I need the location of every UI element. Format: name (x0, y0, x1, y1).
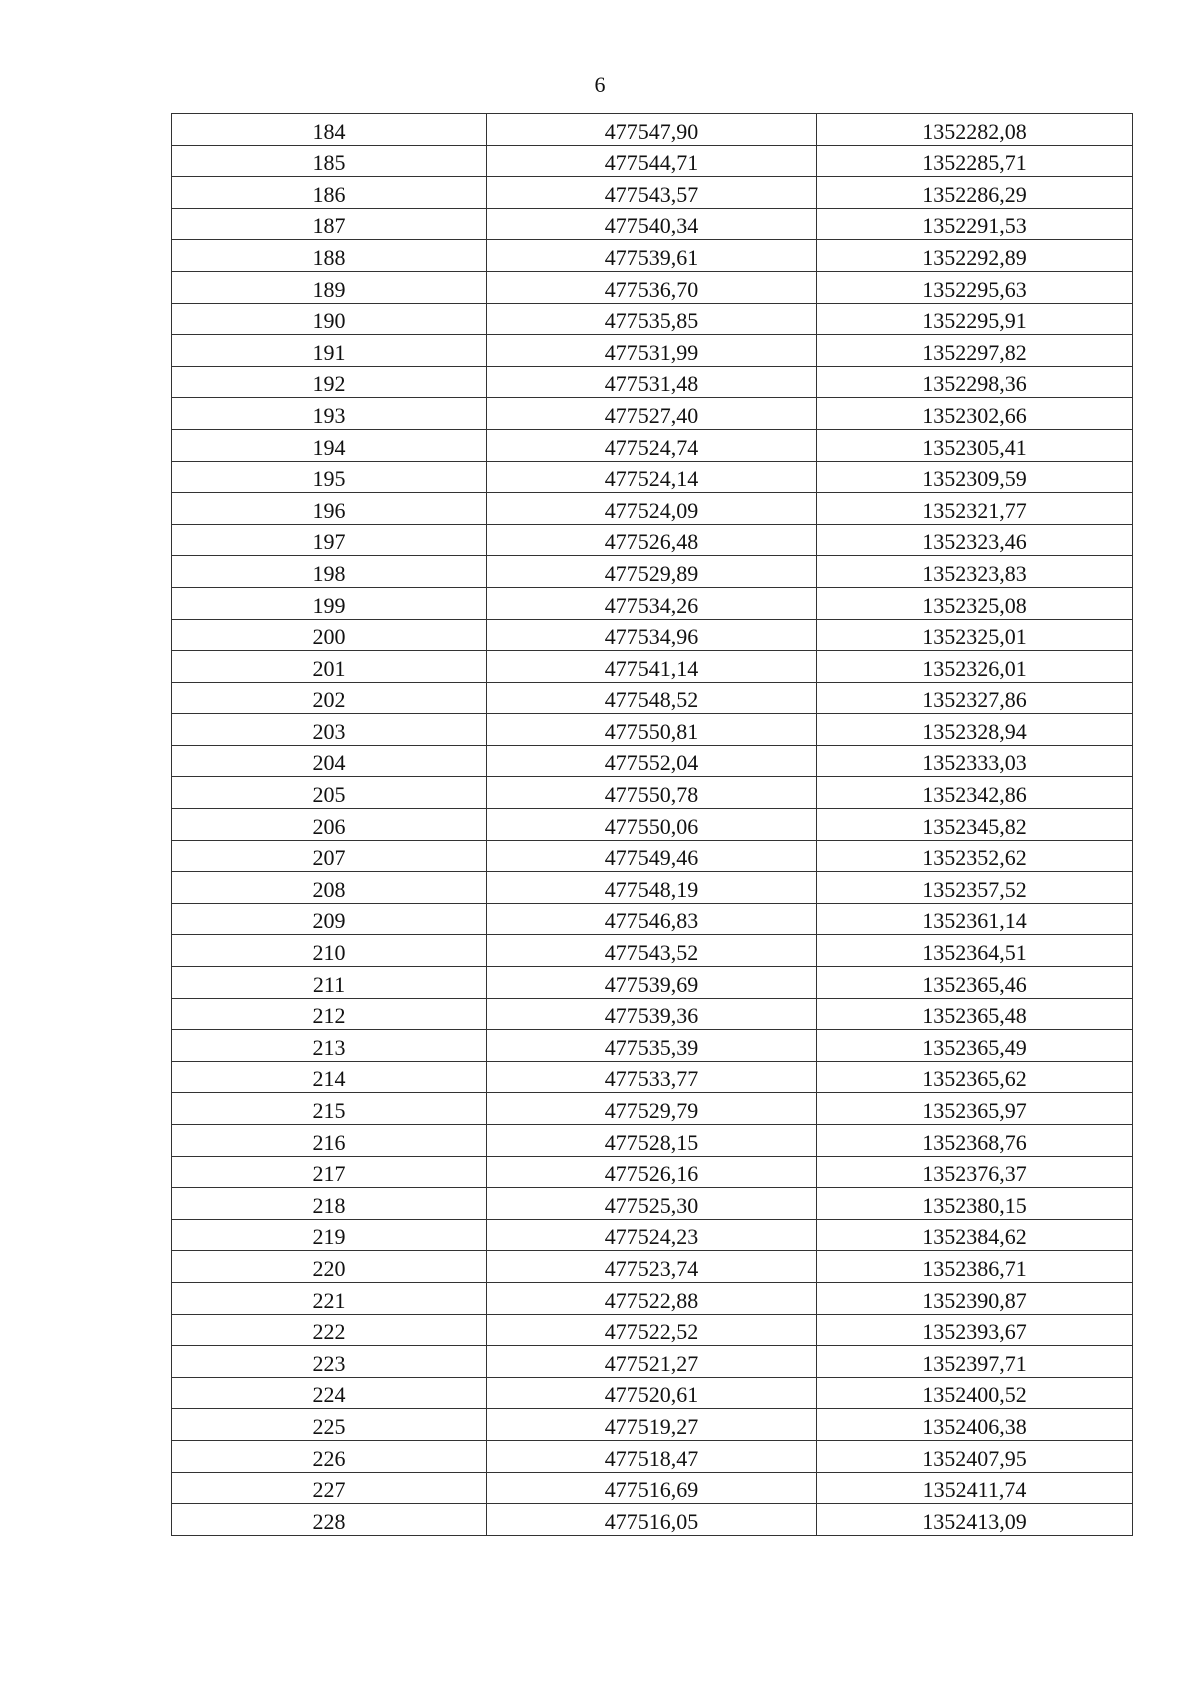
x-coordinate-cell: 477531,48 (487, 366, 817, 398)
y-coordinate-cell: 1352328,94 (817, 714, 1133, 746)
x-coordinate-cell: 477516,05 (487, 1504, 817, 1536)
x-coordinate-cell: 477526,48 (487, 524, 817, 556)
table-row (172, 556, 1133, 588)
x-coordinate-cell: 477516,69 (487, 1472, 817, 1504)
table-row (172, 429, 1133, 461)
x-coordinate-cell: 477535,39 (487, 1030, 817, 1062)
y-coordinate-cell: 1352305,41 (817, 429, 1133, 461)
x-coordinate-cell: 477519,27 (487, 1409, 817, 1441)
x-coordinate-cell: 477549,46 (487, 840, 817, 872)
point-number-cell: 199 (172, 587, 487, 619)
table-row (172, 714, 1133, 746)
table-row (172, 872, 1133, 904)
y-coordinate-cell: 1352365,49 (817, 1030, 1133, 1062)
point-number-cell: 195 (172, 461, 487, 493)
table-row (172, 240, 1133, 272)
table-row (172, 840, 1133, 872)
table-row (172, 777, 1133, 809)
point-number-cell: 190 (172, 303, 487, 335)
y-coordinate-cell: 1352302,66 (817, 398, 1133, 430)
x-coordinate-cell: 477520,61 (487, 1377, 817, 1409)
point-number-cell: 216 (172, 1125, 487, 1157)
point-number-cell: 203 (172, 714, 487, 746)
y-coordinate-cell: 1352411,74 (817, 1472, 1133, 1504)
table-row (172, 524, 1133, 556)
y-coordinate-cell: 1352325,01 (817, 619, 1133, 651)
table-row (172, 587, 1133, 619)
y-coordinate-cell: 1352407,95 (817, 1440, 1133, 1472)
x-coordinate-cell: 477550,78 (487, 777, 817, 809)
y-coordinate-cell: 1352357,52 (817, 872, 1133, 904)
table-row (172, 1314, 1133, 1346)
x-coordinate-cell: 477524,23 (487, 1219, 817, 1251)
x-coordinate-cell: 477518,47 (487, 1440, 817, 1472)
table-row (172, 114, 1133, 146)
x-coordinate-cell: 477543,57 (487, 177, 817, 209)
x-coordinate-cell: 477525,30 (487, 1188, 817, 1220)
point-number-cell: 219 (172, 1219, 487, 1251)
table-row (172, 208, 1133, 240)
x-coordinate-cell: 477548,19 (487, 872, 817, 904)
table-row (172, 1030, 1133, 1062)
table-row (172, 145, 1133, 177)
y-coordinate-cell: 1352384,62 (817, 1219, 1133, 1251)
point-number-cell: 187 (172, 208, 487, 240)
page-number: 6 (594, 72, 606, 97)
x-coordinate-cell: 477541,14 (487, 651, 817, 683)
y-coordinate-cell: 1352323,83 (817, 556, 1133, 588)
x-coordinate-cell: 477548,52 (487, 682, 817, 714)
point-number-cell: 212 (172, 998, 487, 1030)
point-number-cell: 225 (172, 1409, 487, 1441)
x-coordinate-cell: 477522,88 (487, 1282, 817, 1314)
table-row (172, 1156, 1133, 1188)
y-coordinate-cell: 1352325,08 (817, 587, 1133, 619)
point-number-cell: 189 (172, 271, 487, 303)
x-coordinate-cell: 477539,69 (487, 967, 817, 999)
point-number-cell: 198 (172, 556, 487, 588)
point-number-cell: 200 (172, 619, 487, 651)
table-row (172, 1125, 1133, 1157)
point-number-cell: 217 (172, 1156, 487, 1188)
x-coordinate-cell: 477535,85 (487, 303, 817, 335)
y-coordinate-cell: 1352365,97 (817, 1093, 1133, 1125)
coordinates-table-body (172, 114, 1133, 1536)
point-number-cell: 228 (172, 1504, 487, 1536)
y-coordinate-cell: 1352365,62 (817, 1061, 1133, 1093)
point-number-cell: 220 (172, 1251, 487, 1283)
point-number-cell: 221 (172, 1282, 487, 1314)
table-row (172, 651, 1133, 683)
y-coordinate-cell: 1352352,62 (817, 840, 1133, 872)
table-row (172, 998, 1133, 1030)
x-coordinate-cell: 477543,52 (487, 935, 817, 967)
table-row (172, 177, 1133, 209)
table-row (172, 1440, 1133, 1472)
y-coordinate-cell: 1352361,14 (817, 903, 1133, 935)
point-number-cell: 194 (172, 429, 487, 461)
point-number-cell: 184 (172, 114, 487, 146)
point-number-cell: 214 (172, 1061, 487, 1093)
table-row (172, 1472, 1133, 1504)
x-coordinate-cell: 477522,52 (487, 1314, 817, 1346)
point-number-cell: 209 (172, 903, 487, 935)
x-coordinate-cell: 477521,27 (487, 1346, 817, 1378)
table-row (172, 745, 1133, 777)
table-row (172, 461, 1133, 493)
y-coordinate-cell: 1352286,29 (817, 177, 1133, 209)
point-number-cell: 201 (172, 651, 487, 683)
y-coordinate-cell: 1352295,91 (817, 303, 1133, 335)
point-number-cell: 185 (172, 145, 487, 177)
table-row (172, 1409, 1133, 1441)
x-coordinate-cell: 477534,96 (487, 619, 817, 651)
y-coordinate-cell: 1352292,89 (817, 240, 1133, 272)
x-coordinate-cell: 477529,79 (487, 1093, 817, 1125)
x-coordinate-cell: 477524,74 (487, 429, 817, 461)
y-coordinate-cell: 1352321,77 (817, 493, 1133, 525)
x-coordinate-cell: 477536,70 (487, 271, 817, 303)
y-coordinate-cell: 1352397,71 (817, 1346, 1133, 1378)
point-number-cell: 213 (172, 1030, 487, 1062)
table-row (172, 1251, 1133, 1283)
y-coordinate-cell: 1352364,51 (817, 935, 1133, 967)
table-row (172, 1093, 1133, 1125)
table-row (172, 303, 1133, 335)
point-number-cell: 205 (172, 777, 487, 809)
y-coordinate-cell: 1352368,76 (817, 1125, 1133, 1157)
y-coordinate-cell: 1352365,46 (817, 967, 1133, 999)
point-number-cell: 218 (172, 1188, 487, 1220)
y-coordinate-cell: 1352309,59 (817, 461, 1133, 493)
y-coordinate-cell: 1352376,37 (817, 1156, 1133, 1188)
table-row (172, 398, 1133, 430)
x-coordinate-cell: 477550,81 (487, 714, 817, 746)
y-coordinate-cell: 1352400,52 (817, 1377, 1133, 1409)
table-row (172, 619, 1133, 651)
point-number-cell: 227 (172, 1472, 487, 1504)
x-coordinate-cell: 477524,14 (487, 461, 817, 493)
y-coordinate-cell: 1352291,53 (817, 208, 1133, 240)
x-coordinate-cell: 477526,16 (487, 1156, 817, 1188)
x-coordinate-cell: 477544,71 (487, 145, 817, 177)
y-coordinate-cell: 1352297,82 (817, 335, 1133, 367)
point-number-cell: 207 (172, 840, 487, 872)
y-coordinate-cell: 1352365,48 (817, 998, 1133, 1030)
table-row (172, 493, 1133, 525)
point-number-cell: 197 (172, 524, 487, 556)
table-row (172, 903, 1133, 935)
y-coordinate-cell: 1352295,63 (817, 271, 1133, 303)
table-row (172, 967, 1133, 999)
x-coordinate-cell: 477550,06 (487, 809, 817, 841)
y-coordinate-cell: 1352393,67 (817, 1314, 1133, 1346)
table-row (172, 1377, 1133, 1409)
point-number-cell: 210 (172, 935, 487, 967)
table-row (172, 1504, 1133, 1536)
y-coordinate-cell: 1352285,71 (817, 145, 1133, 177)
x-coordinate-cell: 477552,04 (487, 745, 817, 777)
x-coordinate-cell: 477533,77 (487, 1061, 817, 1093)
point-number-cell: 226 (172, 1440, 487, 1472)
x-coordinate-cell: 477539,61 (487, 240, 817, 272)
point-number-cell: 202 (172, 682, 487, 714)
point-number-cell: 193 (172, 398, 487, 430)
y-coordinate-cell: 1352326,01 (817, 651, 1133, 683)
point-number-cell: 196 (172, 493, 487, 525)
y-coordinate-cell: 1352413,09 (817, 1504, 1133, 1536)
y-coordinate-cell: 1352390,87 (817, 1282, 1133, 1314)
point-number-cell: 191 (172, 335, 487, 367)
table-row (172, 1282, 1133, 1314)
table-row (172, 935, 1133, 967)
table-row (172, 1219, 1133, 1251)
x-coordinate-cell: 477547,90 (487, 114, 817, 146)
x-coordinate-cell: 477531,99 (487, 335, 817, 367)
point-number-cell: 222 (172, 1314, 487, 1346)
point-number-cell: 211 (172, 967, 487, 999)
table-row (172, 271, 1133, 303)
coordinates-table (171, 113, 1133, 1536)
y-coordinate-cell: 1352345,82 (817, 809, 1133, 841)
y-coordinate-cell: 1352298,36 (817, 366, 1133, 398)
y-coordinate-cell: 1352342,86 (817, 777, 1133, 809)
y-coordinate-cell: 1352327,86 (817, 682, 1133, 714)
point-number-cell: 192 (172, 366, 487, 398)
x-coordinate-cell: 477534,26 (487, 587, 817, 619)
x-coordinate-cell: 477529,89 (487, 556, 817, 588)
x-coordinate-cell: 477540,34 (487, 208, 817, 240)
table-row (172, 1346, 1133, 1378)
point-number-cell: 188 (172, 240, 487, 272)
table-row (172, 1061, 1133, 1093)
table-row (172, 335, 1133, 367)
x-coordinate-cell: 477527,40 (487, 398, 817, 430)
table-row (172, 1188, 1133, 1220)
point-number-cell: 215 (172, 1093, 487, 1125)
y-coordinate-cell: 1352380,15 (817, 1188, 1133, 1220)
point-number-cell: 204 (172, 745, 487, 777)
y-coordinate-cell: 1352386,71 (817, 1251, 1133, 1283)
point-number-cell: 208 (172, 872, 487, 904)
table-row (172, 682, 1133, 714)
table-row (172, 366, 1133, 398)
point-number-cell: 223 (172, 1346, 487, 1378)
x-coordinate-cell: 477528,15 (487, 1125, 817, 1157)
point-number-cell: 224 (172, 1377, 487, 1409)
point-number-cell: 206 (172, 809, 487, 841)
point-number-cell: 186 (172, 177, 487, 209)
x-coordinate-cell: 477524,09 (487, 493, 817, 525)
table-row (172, 809, 1133, 841)
y-coordinate-cell: 1352406,38 (817, 1409, 1133, 1441)
x-coordinate-cell: 477539,36 (487, 998, 817, 1030)
x-coordinate-cell: 477546,83 (487, 903, 817, 935)
y-coordinate-cell: 1352282,08 (817, 114, 1133, 146)
y-coordinate-cell: 1352323,46 (817, 524, 1133, 556)
y-coordinate-cell: 1352333,03 (817, 745, 1133, 777)
x-coordinate-cell: 477523,74 (487, 1251, 817, 1283)
